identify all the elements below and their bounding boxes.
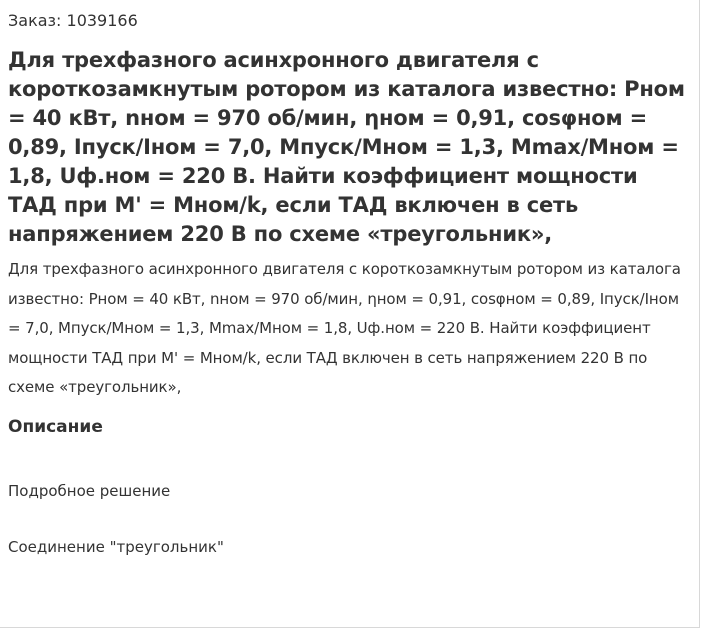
description-line-connection: Соединение "треугольник" xyxy=(8,537,224,556)
problem-description: Для трехфазного асинхронного двигателя с короткозамкнутым ротором из каталога известно: Pном = 40 кВт, nном = 970 об/мин, ηном = 0,91, cosφном = 0,89, Iпуск/Iном = 7,0, Мпуск/Мном = 1,3, Мmax/Мном = 1,8, Uф.ном = 220 В. Найти коэффициент мощности ТАД при М' = Мном/k, если ТАД включен в сеть напряжением 220 В по схеме «треугольник», xyxy=(8,260,681,396)
order-number: Заказ: 1039166 xyxy=(8,11,138,30)
problem-title: Для трехфазного асинхронного двигателя с короткозамкнутым ротором из каталога известно: Pном = 40 кВт, nном = 970 об/мин, ηном = 0,91, cosφном = 0,89, Iпуск/Iном = 7,0, Мпуск/Мном = 1,3, Мmax/Мном = 1,8, Uф.ном = 220 В. Найти коэффициент мощности ТАД при М' = Мном/k, если ТАД включен в сеть напряжением 220 В по схеме «треугольник», xyxy=(8,48,685,246)
description-heading: Описание xyxy=(8,416,103,437)
description-line-solution: Подробное решение xyxy=(8,481,171,500)
order-content xyxy=(8,8,692,559)
